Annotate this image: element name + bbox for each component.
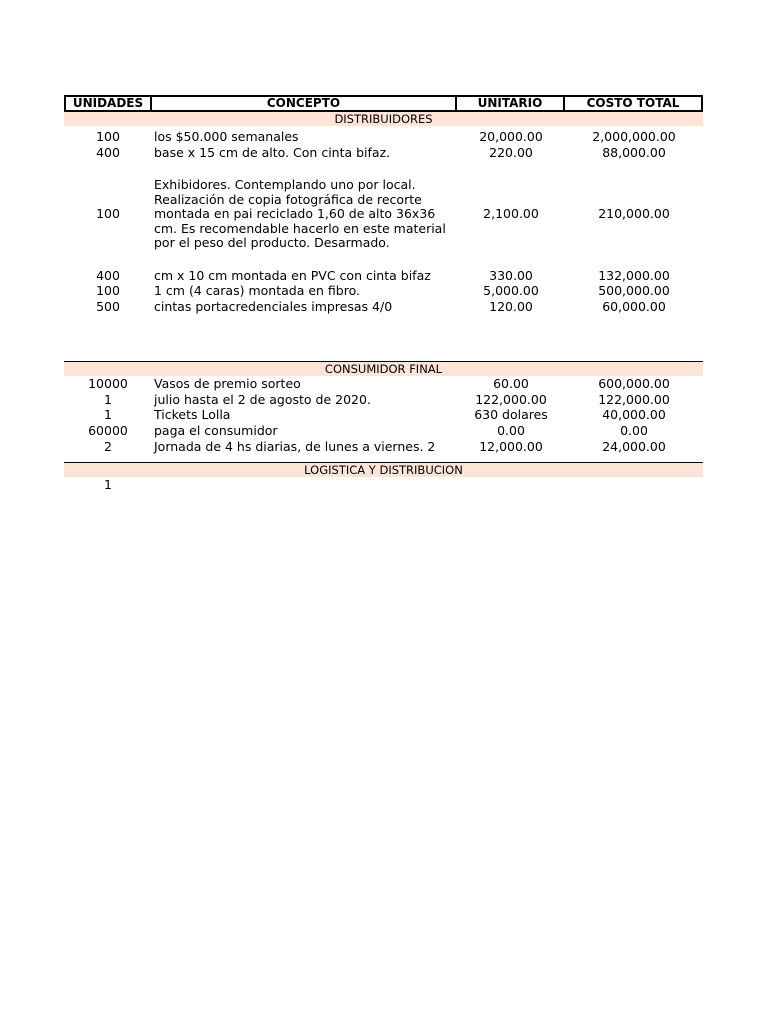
cell-unidades: 100 [96,129,120,144]
budget-sheet [64,95,703,492]
cell-total: 0.00 [620,422,648,438]
cell-unidades: 400 [96,144,120,160]
table-row [64,284,703,299]
cell-unitario: 330.00 [489,267,533,283]
cell-concepto: Jornada de 4 hs diarias, de lunes a viernes. 2 [154,439,436,454]
table-header [64,95,703,112]
cell-concepto: cintas portacredenciales impresas 4/0 [154,298,393,314]
cell-unitario: 630 dolares [474,407,548,422]
cell-total [565,478,703,493]
cell-total: 500,000.00 [598,283,670,298]
cell-unidades: 10000 [88,376,128,391]
cell-unidades: 2 [104,439,112,454]
cell-total: 210,000.00 [598,206,670,221]
section-band-distribuidores: DISTRIBUIDORES [64,112,703,126]
cell-concepto: cm x 10 cm montada en PVC con cinta bifaz [154,267,431,283]
table-row [64,424,703,439]
cell-total: 122,000.00 [598,391,670,407]
cell-concepto: Tickets Lolla [154,407,231,422]
cell-total: 132,000.00 [598,267,670,283]
cell-unitario [457,478,565,493]
section-band-logistica: LOGISTICA Y DISTRIBUCION [64,462,703,477]
table-row [64,377,703,392]
cell-concepto: Exhibidores. Contemplando uno por local. Realización de copia fotográfica de recorte montada en pai reciclado 1,60 de alto 36x36 cm. Es recomendable hacerlo en este material por el peso del producto. Desarmado. [154,177,446,250]
cell-total: 88,000.00 [602,144,666,160]
table-row [64,300,703,315]
cell-unidades: 500 [96,298,120,314]
cell-concepto: julio hasta el 2 de agosto de 2020. [154,391,371,407]
cell-concepto: los $50.000 semanales [154,129,299,144]
cell-total: 24,000.00 [602,439,666,454]
cell-unidades: 400 [96,267,120,283]
cell-unitario: 0.00 [497,422,525,438]
cell-unidades: 100 [96,206,120,221]
cell-unitario: 220.00 [489,144,533,160]
cell-unidades: 1 [104,391,112,407]
cell-concepto: 1 cm (4 caras) montada en fibro. [154,283,360,298]
cell-unitario: 5,000.00 [483,283,539,298]
cell-total: 600,000.00 [598,376,670,391]
cell-unitario: 122,000.00 [475,391,547,407]
cell-unitario: 60.00 [493,376,529,391]
table-row [64,478,703,493]
cell-unidades: 60000 [88,422,128,438]
cell-concepto: paga el consumidor [154,422,278,438]
cell-unitario: 120.00 [489,298,533,314]
cell-total: 2,000,000.00 [592,129,676,144]
cell-unitario: 12,000.00 [479,439,543,454]
table-row [64,178,703,251]
table-row [64,393,703,408]
cell-total: 60,000.00 [602,298,666,314]
cell-unidades: 100 [96,283,120,298]
table-row [64,130,703,145]
cell-unitario: 2,100.00 [483,206,539,221]
section-band-consumidor-final: CONSUMIDOR FINAL [64,361,703,376]
table-row [64,269,703,284]
table-row [64,146,703,161]
cell-unitario: 20,000.00 [479,129,543,144]
table-row [64,408,703,423]
cell-concepto: base x 15 cm de alto. Con cinta bifaz. [154,144,391,160]
header-costo-total: COSTO TOTAL [565,95,703,112]
table-row [64,440,703,455]
cell-unidades: 1 [104,476,112,492]
header-unidades: UNIDADES [64,95,152,112]
header-unitario: UNITARIO [457,95,565,112]
cell-unidades: 1 [104,407,112,422]
header-concepto: CONCEPTO [152,95,457,112]
cell-concepto [152,478,457,493]
cell-concepto: Vasos de premio sorteo [154,376,301,391]
cell-total: 40,000.00 [602,407,666,422]
